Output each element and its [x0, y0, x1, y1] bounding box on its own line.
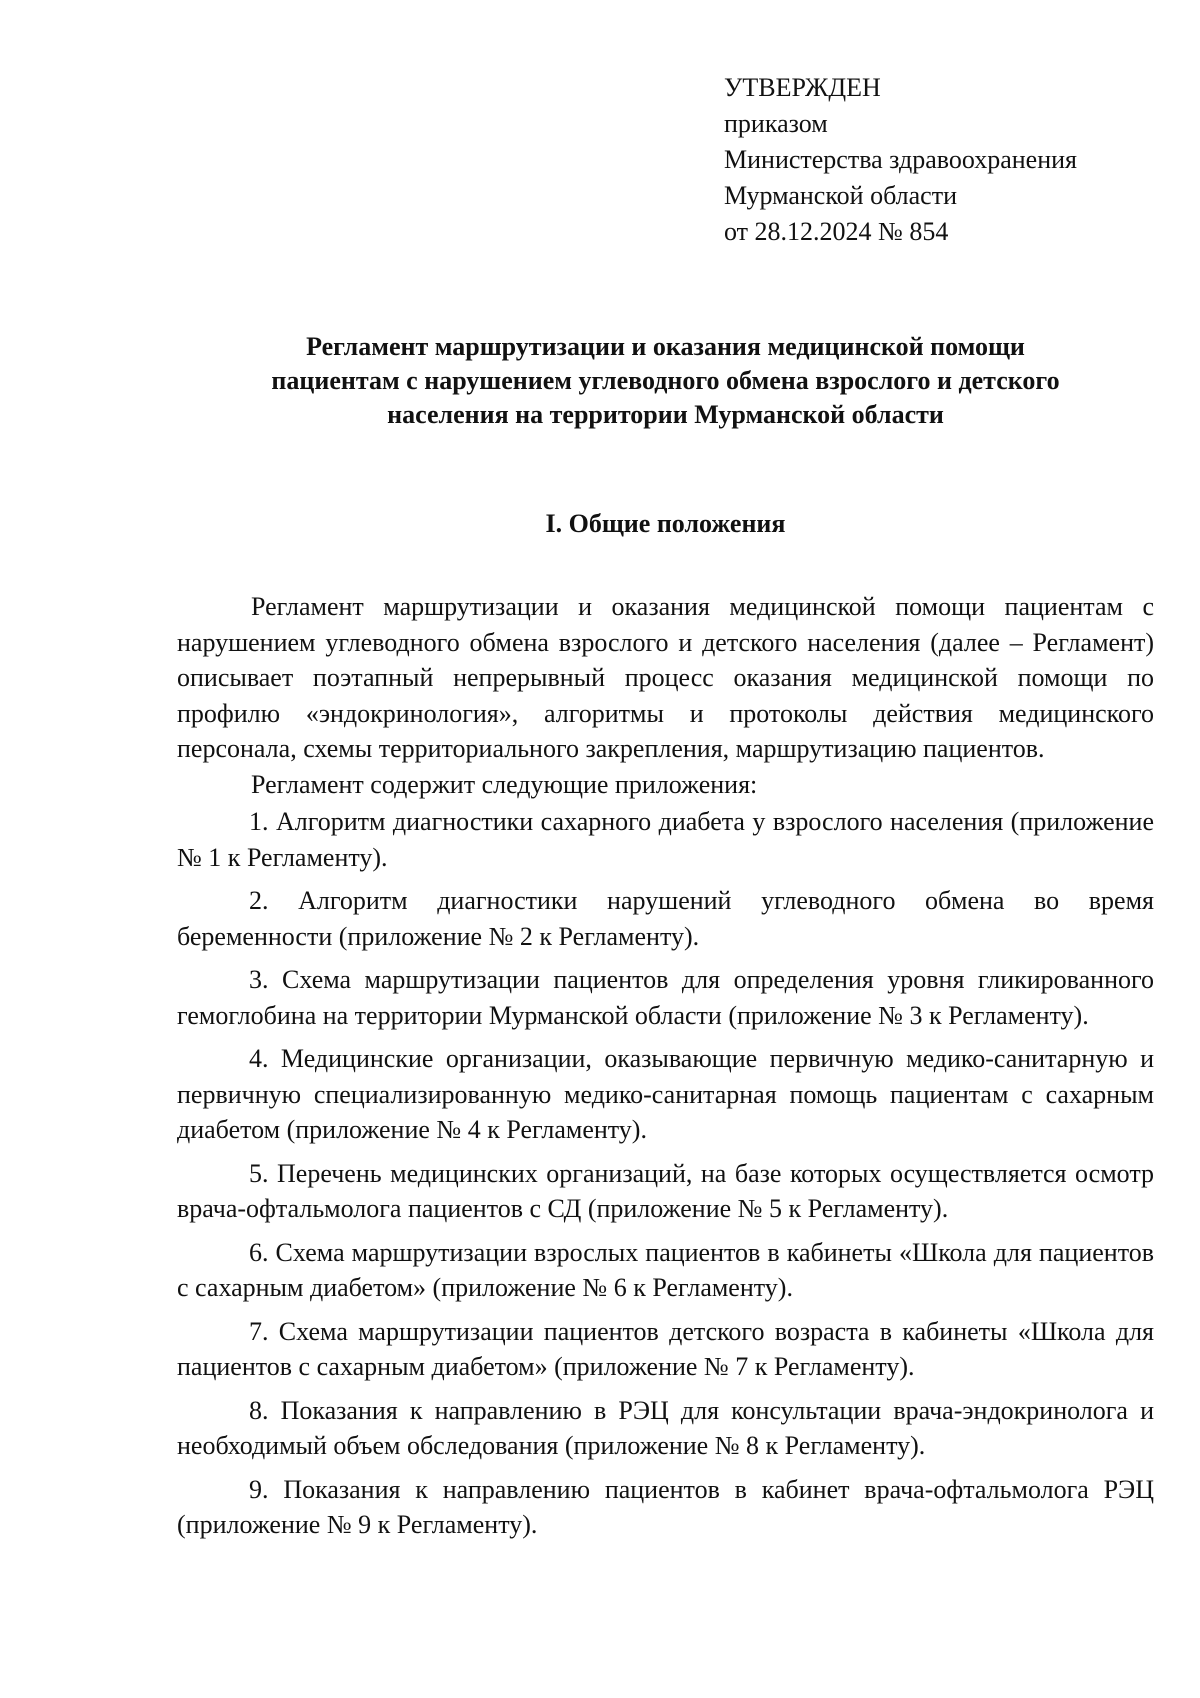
- appendix-item: 4. Медицинские организации, оказывающие первичную медико-санитарную и первичную специализированную медико-санитарная помощь пациентам с сахарным диабетом (приложение № 4 к Регламенту).: [177, 1044, 1154, 1144]
- appendices-intro: Регламент содержит следующие приложения:: [251, 769, 758, 799]
- document-title: [177, 330, 1154, 432]
- appendix-item: 6. Схема маршрутизации взрослых пациентов в кабинеты «Школа для пациентов с сахарным диабетом» (приложение № 6 к Регламенту).: [177, 1237, 1154, 1302]
- appendix-item: 2. Алгоритм диагностики нарушений углеводного обмена во время беременности (приложение № 2 к Регламенту).: [177, 886, 1154, 951]
- appendix-item: 7. Схема маршрутизации пациентов детского возраста в кабинеты «Школа для пациентов с сахарным диабетом» (приложение № 7 к Регламенту).: [177, 1316, 1154, 1381]
- document-title-line: Регламент маршрутизации и оказания медицинской помощи: [306, 332, 1025, 361]
- approval-status: УТВЕРЖДЕН: [724, 73, 881, 102]
- approval-date-number: от 28.12.2024 № 854: [724, 217, 949, 246]
- approval-stamp: [724, 70, 1077, 250]
- document-title-line: пациентам с нарушением углеводного обмена взрослого и детского: [271, 366, 1060, 395]
- appendix-item: 8. Показания к направлению в РЭЦ для консультации врача-эндокринолога и необходимый объем обследования (приложение № 8 к Регламенту).: [177, 1395, 1154, 1460]
- appendix-item: 1. Алгоритм диагностики сахарного диабета у взрослого населения (приложение № 1 к Регламенту).: [177, 807, 1154, 872]
- approval-region: Мурманской области: [724, 181, 957, 210]
- appendix-item: 9. Показания к направлению пациентов в кабинет врача-офтальмолога РЭЦ (приложение № 9 к Регламенту).: [177, 1474, 1154, 1539]
- approval-ministry: Министерства здравоохранения: [724, 145, 1077, 174]
- approval-order-label: приказом: [724, 109, 828, 138]
- section-heading: I. Общие положения: [545, 509, 786, 538]
- appendix-item: 5. Перечень медицинских организаций, на базе которых осуществляется осмотр врача-офтальмолога пациентов с СД (приложение № 5 к Регламенту).: [177, 1158, 1154, 1223]
- intro-paragraph: Регламент маршрутизации и оказания медицинской помощи пациентам с нарушением углеводного обмена взрослого и детского населения (далее – Регламент) описывает поэтапный непрерывный процесс оказания медицинской помощи по профилю «эндокринология», алгоритмы и протоколы действия медицинского персонала, схемы территориального закрепления, маршрутизацию пациентов.: [177, 592, 1154, 763]
- document-title-line: населения на территории Мурманской области: [387, 400, 944, 429]
- document-body: [177, 589, 1154, 1543]
- appendix-item: 3. Схема маршрутизации пациентов для определения уровня гликированного гемоглобина на территории Мурманской области (приложение № 3 к Регламенту).: [177, 965, 1154, 1030]
